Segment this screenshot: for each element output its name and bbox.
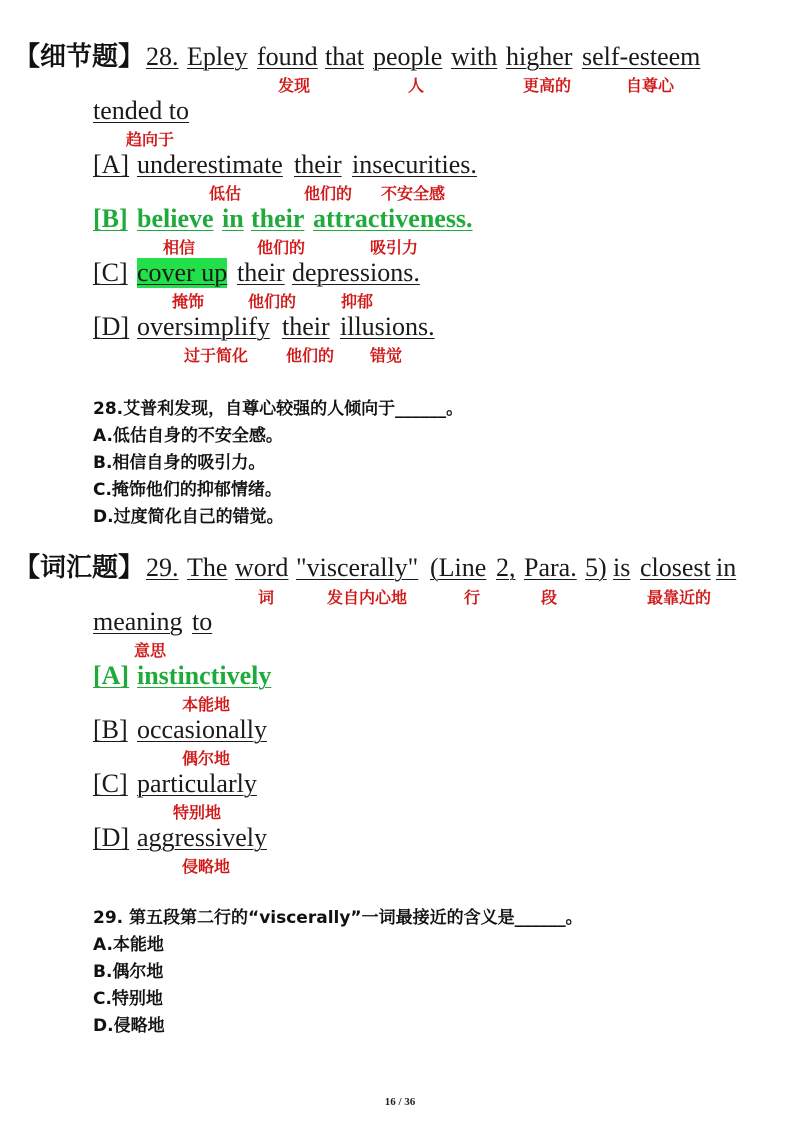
option-label: [C] <box>93 258 128 287</box>
word: higher <box>506 42 573 71</box>
word: people <box>373 42 443 71</box>
word: occasionally <box>137 715 267 744</box>
word: in <box>716 553 737 582</box>
gloss: 相信 <box>162 238 196 257</box>
translation-option-a: A.低估自身的不安全感。 <box>93 426 283 446</box>
word: meaning <box>93 607 183 636</box>
translation-option-b: B.偶尔地 <box>93 962 164 982</box>
gloss: 趋向于 <box>125 130 175 149</box>
word: Para. <box>524 553 577 582</box>
gloss: 错觉 <box>369 346 403 365</box>
gloss: 本能地 <box>181 695 231 714</box>
question-number: 28. <box>146 42 179 71</box>
word: that <box>325 42 364 71</box>
word: depressions. <box>292 258 420 287</box>
gloss: 他们的 <box>285 346 335 365</box>
word: found <box>257 42 318 71</box>
word: 2, <box>496 553 516 582</box>
word: tended to <box>93 96 190 125</box>
translation-option-a: A.本能地 <box>93 935 164 955</box>
question-type-tag: 【词汇题】 <box>14 553 145 583</box>
translation-option-c: C.掩饰他们的抑郁情绪。 <box>93 480 282 500</box>
gloss: 他们的 <box>256 238 306 257</box>
page-number: 16 / 36 <box>384 1096 416 1108</box>
gloss: 行 <box>463 588 481 607</box>
gloss: 掩饰 <box>171 292 205 311</box>
option-label: [C] <box>93 769 128 798</box>
gloss: 更高的 <box>522 76 572 95</box>
gloss: 他们的 <box>247 292 297 311</box>
word: in <box>222 204 244 233</box>
gloss: 最靠近的 <box>646 588 712 607</box>
gloss: 人 <box>407 76 425 95</box>
highlighted-word: cover up <box>137 258 228 287</box>
gloss: 发自内心地 <box>326 588 408 607</box>
gloss: 他们的 <box>303 184 353 203</box>
option-label: [D] <box>93 823 130 852</box>
translation-question: 29. 第五段第二行的“viscerally”一词最接近的含义是______。 <box>93 908 583 928</box>
gloss: 偶尔地 <box>181 749 231 768</box>
word: their <box>237 258 285 287</box>
gloss: 特别地 <box>172 803 222 822</box>
gloss: 段 <box>540 588 558 607</box>
translation-option-c: C.特别地 <box>93 989 163 1009</box>
translation-question: 28.艾普利发现，自尊心较强的人倾向于______。 <box>93 399 464 419</box>
word: 5) <box>585 553 607 582</box>
gloss: 自尊心 <box>625 76 675 95</box>
word: insecurities. <box>352 150 477 179</box>
word: oversimplify <box>137 312 270 341</box>
gloss: 不安全感 <box>380 184 446 203</box>
word: "viscerally" <box>296 553 419 582</box>
word: believe <box>137 204 214 233</box>
gloss: 过于简化 <box>183 346 249 365</box>
word: their <box>282 312 330 341</box>
word: with <box>451 42 498 71</box>
translation-option-d: D.侵略地 <box>93 1016 165 1036</box>
translation-option-d: D.过度简化自己的错觉。 <box>93 507 284 527</box>
word: word <box>235 553 289 582</box>
word: underestimate <box>137 150 283 179</box>
gloss: 低估 <box>208 184 242 203</box>
gloss: 抑郁 <box>340 292 374 311</box>
gloss: 意思 <box>133 641 167 660</box>
word: aggressively <box>137 823 267 852</box>
option-label: [B] <box>93 715 128 744</box>
option-label: [D] <box>93 312 130 341</box>
gloss: 吸引力 <box>369 238 419 257</box>
translation-option-b: B.相信自身的吸引力。 <box>93 453 266 473</box>
word: instinctively <box>137 661 272 690</box>
question-type-tag: 【细节题】 <box>14 42 145 72</box>
word: Epley <box>187 42 248 71</box>
gloss: 侵略地 <box>181 857 231 876</box>
word: The <box>187 553 228 582</box>
word: (Line <box>430 553 487 582</box>
option-label: [A] <box>93 661 130 690</box>
word: to <box>192 607 213 636</box>
word: illusions. <box>340 312 435 341</box>
gloss: 词 <box>257 588 275 607</box>
gloss: 发现 <box>277 76 311 95</box>
word: their <box>251 204 305 233</box>
question-number: 29. <box>146 553 179 582</box>
word: self-esteem <box>582 42 701 71</box>
option-label: [A] <box>93 150 130 179</box>
word: attractiveness. <box>313 204 473 233</box>
word: particularly <box>137 769 257 798</box>
word: their <box>294 150 342 179</box>
option-label: [B] <box>93 204 128 233</box>
word: is <box>613 553 631 582</box>
word: closest <box>640 553 711 582</box>
